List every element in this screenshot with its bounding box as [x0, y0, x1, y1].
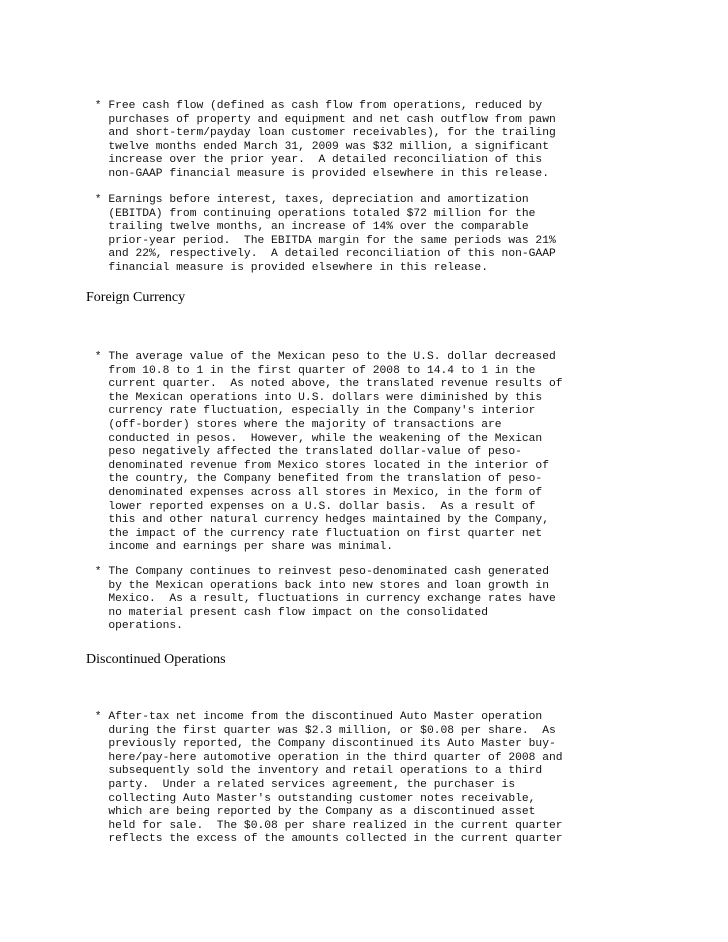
text-line: trailing twelve months, an increase of 14% over the comparable [88, 221, 529, 234]
bullet-ebitda [88, 194, 556, 276]
text-line: the Mexican operations into U.S. dollars were diminished by this [88, 391, 543, 404]
text-line: held for sale. The $0.08 per share realized in the current quarter [88, 819, 563, 832]
text-line: denominated expenses across all stores in Mexico, in the form of [88, 486, 543, 499]
text-line: conducted in pesos. However, while the weakening of the Mexican [88, 432, 543, 445]
text-line: subsequently sold the inventory and retail operations to a third [88, 765, 543, 778]
bullet-peso-value [88, 351, 563, 555]
text-line: prior-year period. The EBITDA margin for the same periods was 21% [88, 234, 556, 247]
text-line: * Free cash flow (defined as cash flow from operations, reduced by [88, 100, 543, 112]
text-line: reflects the excess of the amounts collected in the current quarter [88, 833, 563, 846]
text-line: purchases of property and equipment and net cash outflow from pawn [88, 113, 556, 126]
bullet-free-cash-flow [88, 100, 556, 182]
text-line: and short-term/payday loan customer receivables), for the trailing [88, 127, 556, 140]
text-line: collecting Auto Master's outstanding customer notes receivable, [88, 792, 536, 805]
text-line: twelve months ended March 31, 2009 was $32 million, a significant [88, 140, 549, 153]
bullet-reinvest-peso [88, 566, 556, 634]
text-line: and 22%, respectively. A detailed reconciliation of this non-GAAP [88, 248, 556, 261]
text-line: peso negatively affected the translated dollar-value of peso- [88, 446, 522, 459]
text-line: financial measure is provided elsewhere in this release. [88, 261, 488, 274]
text-line: lower reported expenses on a U.S. dollar basis. As a result of [88, 500, 536, 513]
text-line: income and earnings per share was minimal. [88, 541, 394, 554]
text-line: current quarter. As noted above, the translated revenue results of [88, 378, 563, 391]
text-line: * The Company continues to reinvest peso-denominated cash generated [88, 566, 549, 578]
text-line: * Earnings before interest, taxes, depreciation and amortization [88, 194, 529, 206]
text-line: during the first quarter was $2.3 million, or $0.08 per share. As [88, 724, 556, 737]
section-heading-foreign-currency: Foreign Currency [86, 290, 186, 305]
bullet-auto-master [88, 711, 563, 847]
text-line: increase over the prior year. A detailed reconciliation of this [88, 154, 543, 167]
text-line: the country, the Company benefited from the translation of peso- [88, 473, 543, 486]
text-line: * After-tax net income from the discontinued Auto Master operation [88, 711, 543, 723]
text-line: operations. [88, 620, 183, 633]
text-line: (off-border) stores where the majority of transactions are [88, 418, 502, 431]
text-line: from 10.8 to 1 in the first quarter of 2008 to 14.4 to 1 in the [88, 364, 536, 377]
text-line: this and other natural currency hedges maintained by the Company, [88, 514, 549, 527]
text-line: which are being reported by the Company as a discontinued asset [88, 806, 536, 819]
text-line: * The average value of the Mexican peso to the U.S. dollar decreased [88, 351, 556, 363]
text-line: by the Mexican operations back into new stores and loan growth in [88, 579, 549, 592]
text-line: (EBITDA) from continuing operations totaled $72 million for the [88, 207, 536, 220]
text-line: currency rate fluctuation, especially in the Company's interior [88, 405, 536, 418]
text-line: non-GAAP financial measure is provided elsewhere in this release. [88, 167, 549, 180]
text-line: denominated revenue from Mexico stores located in the interior of [88, 459, 549, 472]
section-heading-discontinued-operations: Discontinued Operations [86, 652, 226, 667]
text-line: Mexico. As a result, fluctuations in currency exchange rates have [88, 593, 556, 606]
text-line: party. Under a related services agreement, the purchaser is [88, 778, 516, 791]
text-line: here/pay-here automotive operation in the third quarter of 2008 and [88, 751, 563, 764]
text-line: no material present cash flow impact on the consolidated [88, 606, 488, 619]
text-line: previously reported, the Company discontinued its Auto Master buy- [88, 738, 556, 751]
text-line: the impact of the currency rate fluctuation on first quarter net [88, 527, 543, 540]
